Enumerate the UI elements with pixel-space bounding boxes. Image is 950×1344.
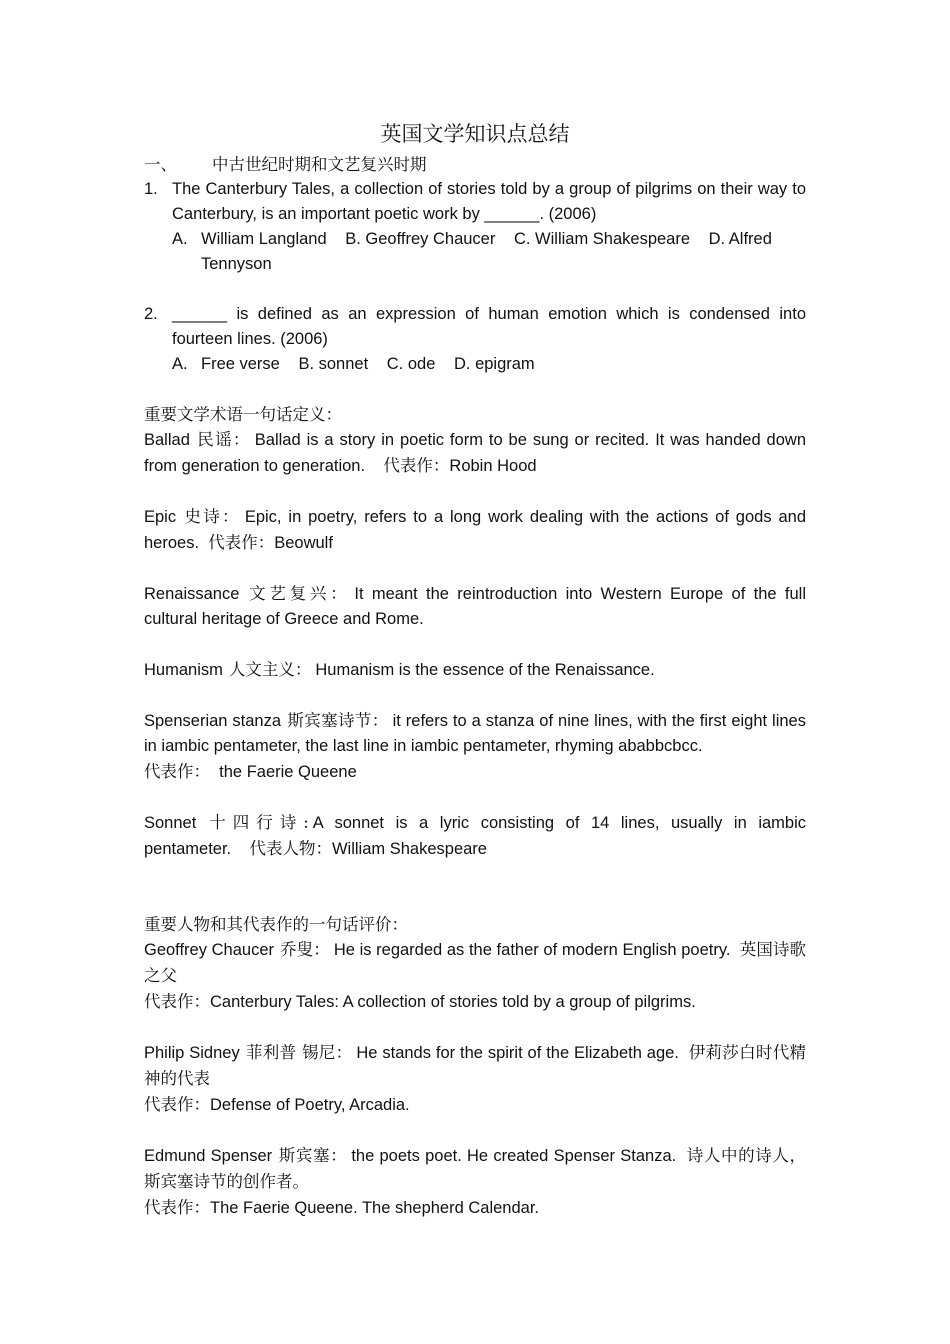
option-d: D. Alfred Tennyson xyxy=(201,230,772,273)
rep-label: 代表作： xyxy=(144,992,210,1011)
rep-value: The Faerie Queene. The shepherd Calendar. xyxy=(210,1199,539,1217)
section-heading xyxy=(144,152,806,177)
term-ballad xyxy=(144,427,806,479)
person-desc: He stands for the spirit of the Elizabeth age. xyxy=(356,1044,679,1062)
question-2 xyxy=(144,302,806,352)
question-1-options xyxy=(172,227,806,277)
rep-label: 代表人物： xyxy=(249,839,332,858)
rep-label: 代表作： xyxy=(144,1095,210,1114)
term-en: Ballad xyxy=(144,431,190,449)
term-spenserian-stanza xyxy=(144,708,806,785)
option-b: B. Geoffrey Chaucer xyxy=(345,230,496,248)
person-desc-cn: 英国诗歌之父 xyxy=(144,940,806,985)
rep-value: Robin Hood xyxy=(449,457,537,475)
term-cn: 斯宾塞诗节： xyxy=(287,711,389,730)
term-def: It meant the reintroduction into Western Europe of the full cultural heritage of Greece and Rome. xyxy=(144,585,806,628)
rep-value: Canterbury Tales: A collection of stories told by a group of pilgrims. xyxy=(210,993,696,1011)
term-en: Spenserian stanza xyxy=(144,712,282,730)
option-a: Free verse xyxy=(201,355,280,373)
rep-value: the Faerie Queene xyxy=(219,763,357,781)
person-philip-sidney xyxy=(144,1040,806,1118)
option-list xyxy=(201,227,806,277)
term-sonnet xyxy=(144,810,806,862)
term-cn: 人文主义： xyxy=(228,660,312,679)
document-content xyxy=(144,118,806,1221)
term-cn: 史诗： xyxy=(182,507,241,526)
person-en: Philip Sidney xyxy=(144,1044,240,1062)
person-en: Geoffrey Chaucer xyxy=(144,941,275,959)
terms-heading: 重要文学术语一句话定义： xyxy=(144,405,342,424)
term-en: Humanism xyxy=(144,661,223,679)
term-cn: 文艺复兴： xyxy=(245,584,351,603)
term-cn: 十四行诗: xyxy=(202,813,309,832)
option-a: William Langland xyxy=(201,230,327,248)
person-desc: He is regarded as the father of modern English poetry. xyxy=(333,941,731,959)
question-1 xyxy=(144,177,806,227)
question-text: The Canterbury Tales, a collection of stories told by a group of pilgrims on their way to Canterbury, is an important poetic work by ______. (2006) xyxy=(172,180,806,223)
option-b: B. sonnet xyxy=(298,355,369,373)
person-desc-cn: 伊莉莎白时代精神的代表 xyxy=(144,1043,807,1088)
rep-value: Beowulf xyxy=(274,534,333,552)
term-def: Humanism is the essence of the Renaissance. xyxy=(315,661,655,679)
term-renaissance xyxy=(144,581,806,632)
person-geoffrey-chaucer xyxy=(144,937,806,1015)
term-en: Epic xyxy=(144,508,177,526)
person-cn: 斯宾塞： xyxy=(278,1146,348,1165)
question-2-options xyxy=(172,352,806,377)
person-desc: the poets poet. He created Spenser Stanza. xyxy=(351,1147,677,1165)
person-cn: 乔叟： xyxy=(280,940,330,959)
rep-label: 代表作： xyxy=(208,533,275,552)
rep-label: 代表作： xyxy=(144,1198,210,1217)
option-d: D. epigram xyxy=(453,355,535,373)
term-en: Sonnet xyxy=(144,814,197,832)
term-cn: 民谣： xyxy=(195,430,251,449)
option-label: A. xyxy=(172,355,188,373)
section-label: 中古世纪时期和文艺复兴时期 xyxy=(212,155,427,174)
page-title: 英国文学知识点总结 xyxy=(380,122,570,146)
term-en: Renaissance xyxy=(144,585,240,603)
rep-value: Defense of Poetry, Arcadia. xyxy=(210,1096,410,1114)
person-cn: 菲利普 锡尼： xyxy=(245,1043,353,1062)
question-number: 1. xyxy=(144,180,158,198)
person-edmund-spenser xyxy=(144,1143,806,1221)
term-def: Epic, in poetry, refers to a long work dealing with the actions of gods and heroes. xyxy=(144,508,806,552)
term-def: it refers to a stanza of nine lines, with the first eight lines in iambic pentameter, the last line in iambic pentameter, rhyming ababbcbcc. xyxy=(144,712,806,755)
person-en: Edmund Spenser xyxy=(144,1147,273,1165)
question-text: ______ is defined as an expression of human emotion which is condensed into fourteen lines. (2006) xyxy=(172,305,806,348)
term-humanism xyxy=(144,657,806,683)
rep-label: 代表作： xyxy=(383,456,450,475)
term-def: A sonnet is a lyric consisting of 14 lines, usually in iambic pentameter. xyxy=(144,814,807,858)
option-list xyxy=(201,352,806,377)
term-epic xyxy=(144,504,806,556)
people-heading: 重要人物和其代表作的一句话评价： xyxy=(144,915,408,934)
option-c: C. William Shakespeare xyxy=(513,230,691,248)
option-c: C. ode xyxy=(386,355,436,373)
term-def: Ballad is a story in poetic form to be sung or recited. It was handed down from generation to generation. xyxy=(144,431,806,475)
section-number: 一、 xyxy=(144,155,177,174)
rep-value: William Shakespeare xyxy=(331,840,487,858)
option-label: A. xyxy=(172,230,188,248)
rep-label: 代表作： xyxy=(144,762,210,781)
question-number: 2. xyxy=(144,305,158,323)
person-desc-cn: 诗人中的诗人，斯宾塞诗节的创作者。 xyxy=(144,1146,807,1191)
